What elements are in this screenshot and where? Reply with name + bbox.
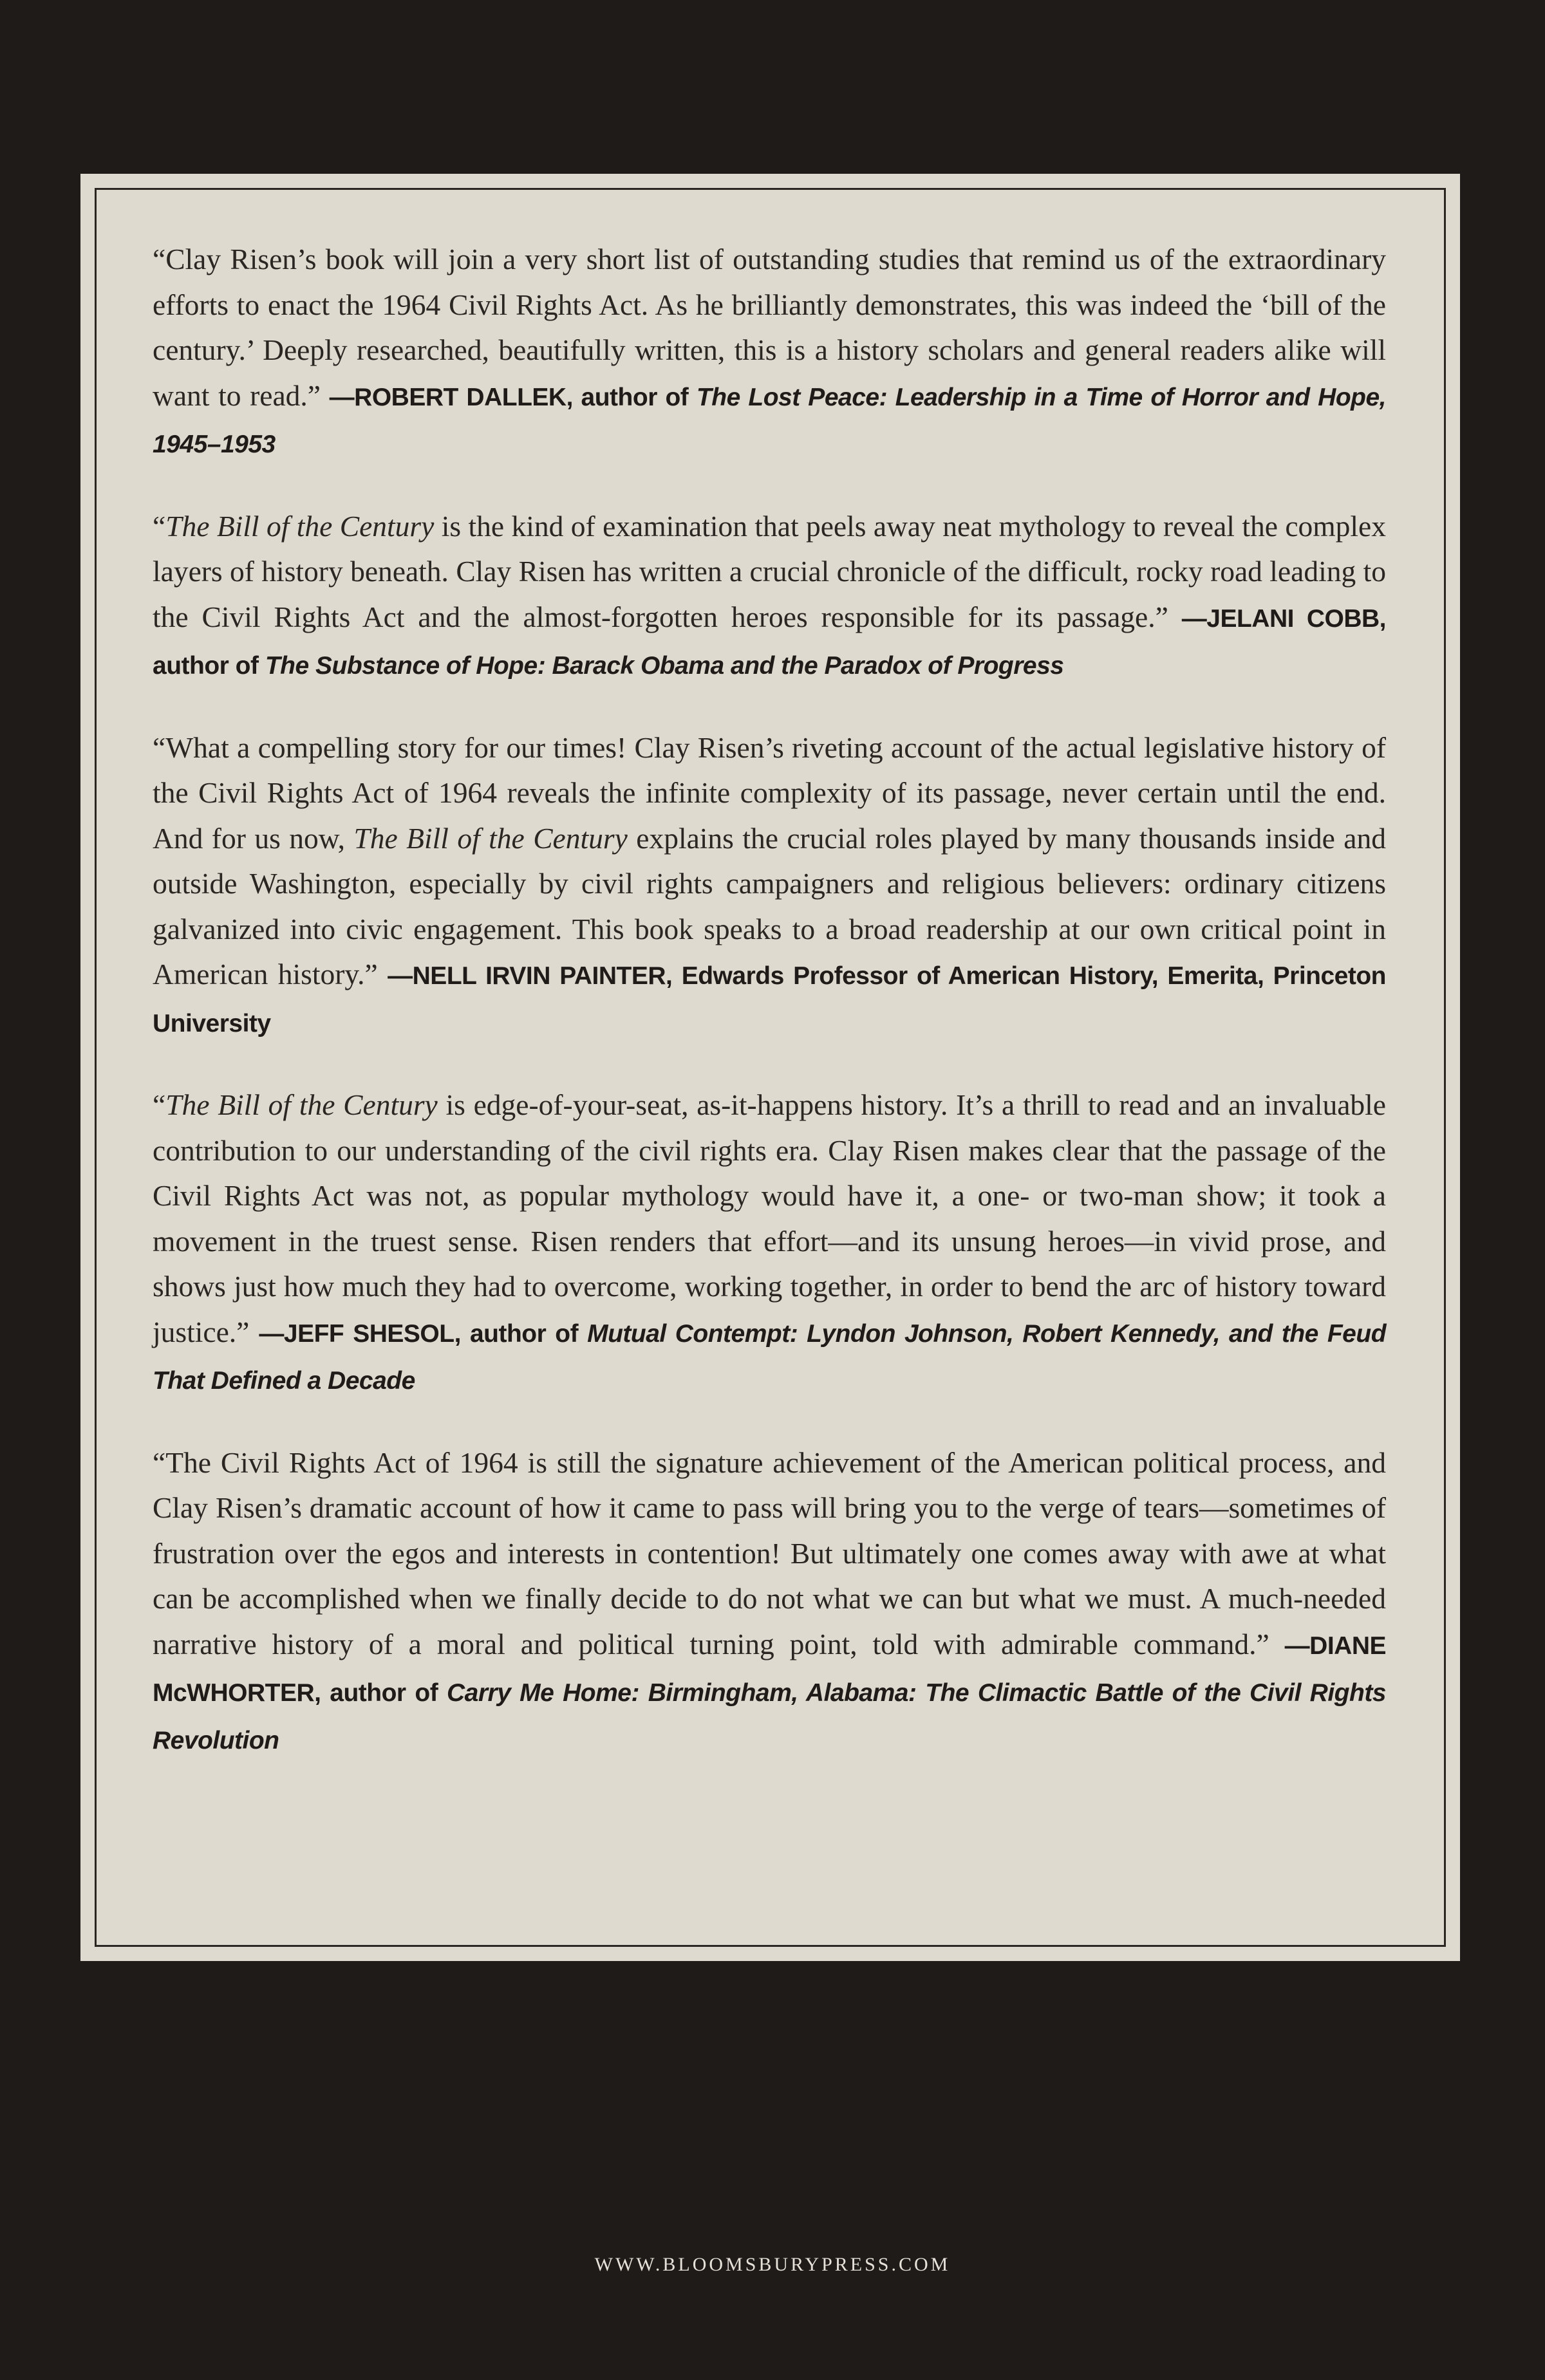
blurb-dallek <box>153 237 1386 468</box>
attribution-author: —JEFF SHESOL, <box>259 1319 461 1348</box>
attribution-credit: author of <box>330 1679 438 1707</box>
blurb-painter <box>153 725 1386 1047</box>
attribution-credit: author of <box>469 1319 579 1348</box>
publisher-url: WWW.BLOOMSBURYPRESS.COM <box>594 2254 951 2275</box>
blurb-list <box>153 237 1386 1799</box>
blurb-panel <box>80 174 1460 1961</box>
attribution-work: The Lost Peace: Leadership in a Time of Horror and Hope, 1945–1953 <box>153 383 1387 458</box>
quote-text-rest: explains the crucial roles played by many thousands inside and outside Washington, especially by civil rights campaigners and religious believers: ordinary citizens galvanized into civic engagement. This book speaks to a broad readership at our own critical point in American history.” <box>153 821 1386 990</box>
quote-text: “Clay Risen’s book will join a very short list of outstanding studies that remind us of the extraordinary efforts to enact the 1964 Civil Rights Act. As he brilliantly demonstrates, this was indeed the ‘bill of the century.’ Deeply researched, beautifully written, this is a history scholars and general readers alike will want to read.” <box>153 243 1386 412</box>
quote-text-rest: is edge-of-your-seat, as-it-happens history. It’s a thrill to read and an invaluable contribution to our understanding of the civil rights era. Clay Risen makes clear that the passage of the Civil Rights Act was not, as popular mythology would have it, a one- or two-man show; it took a movement in the truest sense. Risen renders that effort—and its unsung heroes—in vivid prose, and shows just how much they had to overcome, working together, in order to bend the arc of history toward justice.” <box>153 1088 1386 1348</box>
attribution <box>153 1320 1386 1395</box>
blurb-cobb <box>153 504 1386 689</box>
attribution-credit: Edwards Professor of American History, Emerita, Princeton University <box>153 962 1387 1037</box>
attribution-author: —DIANE McWHORTER, <box>153 1632 1386 1707</box>
quote-text-open: “ <box>153 509 166 543</box>
attribution-work: Carry Me Home: Birmingham, Alabama: The Climactic Battle of the Civil Rights Revolution <box>153 1679 1387 1754</box>
attribution <box>153 384 1386 459</box>
quote-text-open: “ <box>153 1088 166 1121</box>
quote-text-rest: is the kind of examination that peels away neat mythology to reveal the complex layers of history beneath. Clay Risen has written a crucial chronicle of the difficult, rocky road leading to the Civil Rights Act and the almost-forgotten heroes responsible for its passage.” <box>153 509 1386 633</box>
attribution-author: —NELL IRVIN PAINTER, <box>388 962 673 990</box>
blurb-shesol <box>153 1083 1386 1404</box>
blurb-mcwhorter <box>153 1440 1386 1764</box>
attribution-work: The Substance of Hope: Barack Obama and the Paradox of Progress <box>265 652 1064 680</box>
quote-book-title: The Bill of the Century <box>165 509 435 543</box>
attribution-credit: author of <box>581 383 689 411</box>
attribution-credit: author of <box>153 652 259 680</box>
attribution-author: —ROBERT DALLEK, <box>329 383 573 411</box>
quote-book-title: The Bill of the Century <box>353 821 628 855</box>
attribution-work: Mutual Contempt: Lyndon Johnson, Robert Kennedy, and the Feud That Defined a Decade <box>153 1319 1387 1395</box>
quote-book-title: The Bill of the Century <box>165 1088 438 1121</box>
attribution-author: —JELANI COBB, <box>1181 604 1387 633</box>
quote-text-open: “What a compelling story for our times! Clay Risen’s riveting account of the actual legislative history of the Civil Rights Act of 1964 reveals the infinite complexity of its passage, never certain until the end. And for us now, <box>153 730 1386 855</box>
quote-text: “The Civil Rights Act of 1964 is still the signature achievement of the American political process, and Clay Risen’s dramatic account of how it came to pass will bring you to the verge of tears—sometimes of frustration over the egos and interests in contention! But ultimately one comes away with awe at what can be accomplished when we finally decide to do not what we can but what we must. A much-needed narrative history of a moral and political turning point, told with admirable command.” <box>153 1446 1386 1660</box>
